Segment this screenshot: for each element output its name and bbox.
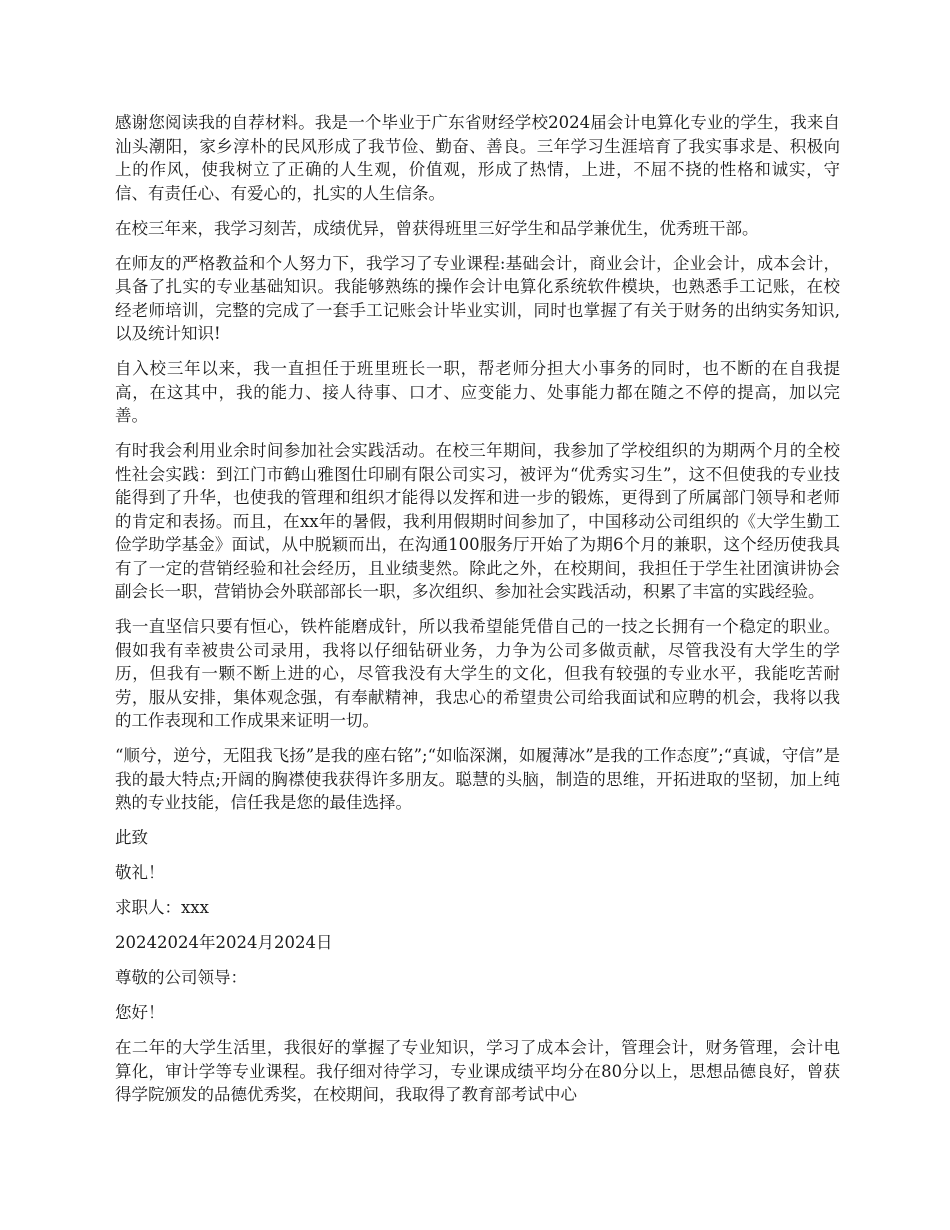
- document-body: [115, 111, 840, 1118]
- closing-cizhi: 此致: [115, 828, 148, 847]
- paragraph-social-practice: 有时我会利用业余时间参加社会实践活动。在校三年期间，我参加了学校组织的为期两个月的全校性社会实践：到江门市鹤山雅图仕印刷有限公司实习，被评为“优秀实习生”，这不但使我的专业技能得到了升华，也使我的管理和组织才能得以发挥和进一步的锻炼，更得到了所属部门领导和老师的肯定和表扬。而且，在xx年的暑假，我利用假期时间参加了，中国移动公司组织的《大学生勤工俭学助学基金》面试，从中脱颖而出，在沟通100服务厅开始了为期6个月的兼职，这个经历使我具有了一定的营销经验和社会经历，且业绩斐然。除此之外，在校期间，我担任于学生社团演讲协会副会长一职，营销协会外联部部长一职，多次组织、参加社会实践活动，积累了丰富的实践经验。: [115, 441, 840, 601]
- paragraph-courses: 在师友的严格教益和个人努力下，我学习了专业课程:基础会计，商业会计，企业会计，成本会计，具备了扎实的专业基础知识。我能够熟练的操作会计电算化系统软件模块，也熟悉手工记账，在校经老师培训，完整的完成了一套手工记账会计毕业实训，同时也掌握了有关于财务的出纳实务知识,以及统计知识!: [115, 253, 840, 343]
- closing-jingli: 敬礼！: [115, 863, 165, 882]
- paragraph-career-goal: 我一直坚信只要有恒心，铁杵能磨成针，所以我希望能凭借自己的一技之长拥有一个稳定的职业。假如我有幸被贵公司录用，我将以仔细钻研业务，力争为公司多做贡献，尽管我没有大学生的学历，但我有一颗不断上进的心，尽管我没有大学生的文化，但我有较强的专业水平，我能吃苦耐劳，服从安排，集体观念强，有奉献精神，我忠心的希望贵公司给我面试和应聘的机会，我将以我的工作表现和工作成果来证明一切。: [115, 617, 840, 730]
- paragraph-academic-record: 在校三年来，我学习刻苦，成绩优异，曾获得班里三好学生和品学兼优生，优秀班干部。: [115, 218, 759, 238]
- paragraph-class-monitor: 自入校三年以来，我一直担任于班里班长一职，帮老师分担大小事务的同时，也不断的在自我提高，在这其中，我的能力、接人待事、口才、应变能力、处事能力都在随之不停的提高，加以完善。: [115, 359, 840, 425]
- paragraph-motto: “顺兮，逆兮，无阻我飞扬”是我的座右铭”;“如临深渊，如履薄冰”是我的工作态度”;“真诚，守信”是我的最大特点;开阔的胸襟使我获得许多朋友。聪慧的头脑，制造的思维，开拓进取的坚韧，加上纯熟的专业技能，信任我是您的最佳选择。: [115, 746, 840, 812]
- paragraph-intro: 感谢您阅读我的自荐材料。我是一个毕业于广东省财经学校2024届会计电算化专业的学生，我来自汕头潮阳，家乡淳朴的民风形成了我节俭、勤奋、善良。三年学习生涯培育了我实事求是、积极向上的作风，使我树立了正确的人生观，价值观，形成了热情，上进，不屈不挠的性格和诚实，守信、有责任心、有爱心的，扎实的人生信条。: [115, 113, 840, 203]
- letter-date: 20242024年2024月2024日: [115, 933, 333, 952]
- applicant-name: 求职人：xxx: [115, 898, 209, 917]
- salutation: 尊敬的公司领导：: [115, 968, 247, 987]
- paragraph-university-study: 在二年的大学生活里，我很好的掌握了专业知识，学习了成本会计，管理会计，财务管理，会计电算化，审计学等专业课程。我仔细对待学习，专业课成绩平均分在80分以上，思想品德良好，曾获得学院颁发的品德优秀奖，在校期间，我取得了教育部考试中心: [115, 1038, 840, 1104]
- greeting: 您好！: [115, 1003, 165, 1022]
